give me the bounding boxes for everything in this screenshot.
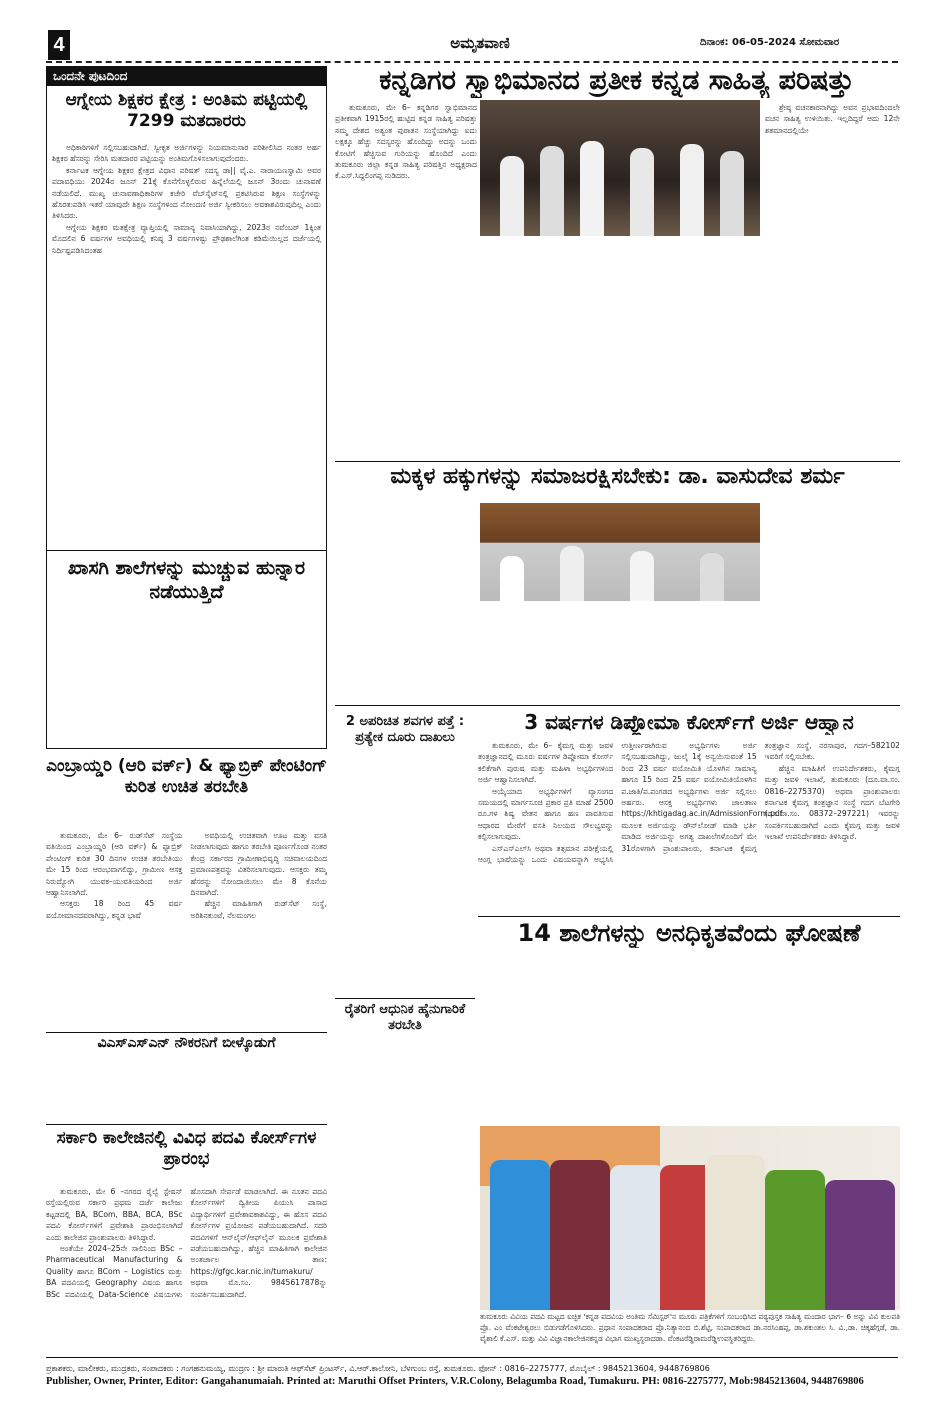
photo-textbook-release <box>480 1126 900 1310</box>
paragraph: ಹೆಚ್ಚಿನ ಮಾಹಿತಿಗಾಗಿ ರುಡ್‌ಸೆಟ್ ಸಂಸ್ಥೆ, ಅರಿಶಿನಕುಂಟೆ, ನೆಲಮಂಗಲ <box>190 899 327 920</box>
page-number: 4 <box>53 33 65 56</box>
article-teachers-constituency <box>47 140 326 550</box>
section-bar: ಒಂದನೇ ಪುಟದಿಂದ <box>47 67 326 86</box>
imprint-english: Publisher, Owner, Printer, Editor: Gangahanumaiah. Printed at: Maruthi Offset Printers, V.R.Colony, Belagumba Road, Tumakuru. PH: 0816-2275777, Mob:9845213604, 9448769806 <box>46 1376 864 1387</box>
headline-unauthorized-schools: 14 ಶಾಲೆಗಳನ್ನು ಅನಧಿಕೃತವೆಂದು ಘೋಷಣೆ <box>517 919 861 947</box>
paragraph: ಹೆಚ್ಚಿನ ಮಾಹಿತಿಗೆ ಉಪನಿರ್ದೇಶಕರು, ಕೈಮಗ್ಗ ಮತ್ತು ಜವಳಿ ಇಲಾಖೆ, ತುಮಕೂರು (ದೂ.ವಾ.ಸಂ. 0816–2275370) ಅಥವಾ ಪ್ರಾಂಶುಪಾಲರು ಕರ್ನಾಟಕ ಕೈಮಗ್ಗ ತಂತ್ರಜ್ಞಾನ ಸಂಸ್ಥೆ ಗದಗ ಬೆಟಗೇರಿ (ದೂ.ವಾ.ಸಂ. 08372–297221) ಇವರನ್ನು ಸಂಪರ್ಕಿಸಬಹುದಾಗಿದೆ ಎಂದು ಕೈಮಗ್ಗ ಮತ್ತು ಜವಳಿ ಇಲಾಖೆ ಉಪನಿರ್ದೇಶಕರು ತಿಳಿಸಿದ್ದಾರೆ. <box>764 763 900 842</box>
photo-sahitya-parishat-event <box>480 100 760 236</box>
headline-child-rights: ಮಕ್ಕಳ ಹಕ್ಕುಗಳನ್ನು ಸಮಾಜರಕ್ಷಿಸಬೇಕು: ಡಾ. ವಾಸುದೇವ ಶರ್ಮ <box>390 464 845 489</box>
paragraph: ಶ್ರೇಷ್ಠ ವಚನಕಾರನಾಗಿದ್ದು ಅವನ ಪ್ರಭಾವದಿಂದಲೇ ವಚನ ಸಾಹಿತ್ಯ ಉಳಿಯಿತು. ಇಲ್ಲದಿದ್ದರೆ ಆದು 12ನೇ ಶತಮಾನದಲ್ಲಿಯೇ <box>765 103 900 135</box>
paragraph: ಅವಧಿಯಲ್ಲಿ ಉಚಿತವಾಗಿ ಊಟ ಮತ್ತು ವಸತಿ ನೀಡಲಾಗುವುದು ಹಾಗೂ ತರಬೇತಿ ಪೂರ್ಣಗೊಂಡ ನಂತರ ಕೇಂದ್ರ ಸರ್ಕಾರದ ಗ್ರಾಮೀಣಾಭಿವೃದ್ಧಿ ಸಚಿವಾಲಯದಿಂದ ಪ್ರಮಾಣಪತ್ರವನ್ನು ವಿತರಿಸಲಾಗುವುದು. ಆಸಕ್ತರು ತಮ್ಮ ಹೆಸರನ್ನು ನೋಂದಾಯಿಸಲು ಮೇ 8 ಕೊನೆಯ ದಿನವಾಗಿದೆ. <box>190 831 327 898</box>
article-embroidery-training <box>46 830 327 1030</box>
paragraph: ಎಸ್‌ಎಸ್‌ಎಲ್‌ಸಿ ಅಥವಾ ತತ್ಸಮಾನ ಪರೀಕ್ಷೆಯಲ್ಲಿ ಆಂಗ್ಲ ಭಾಷೆಯನ್ನು ಒಂದು ವಿಷಯವನ್ನಾಗಿ ಅಭ್ಯಸಿಸಿ ಉತ್ತೀರ್ಣರಾಗಿರುವ ಅಭ್ಯರ್ಥಿಗಳು ಅರ್ಜಿ ಸಲ್ಲಿಸಬಹುದಾಗಿದ್ದು, ಜುಲೈ 1ಕ್ಕೆ ಅನ್ವಯಿಸುವಂತೆ 15 ರಿಂದ 23 ವರ್ಷ ವಯೋಮಿತಿ ಯೊಳಗಿನ ಸಾಮಾನ್ಯ ಹಾಗೂ 15 ರಿಂದ 25 ವರ್ಷ ವಯೋಮಿತಿಯೊಳಗಿನ ಪ.ಜಾತಿ/ಪ.ಪಂಗಡದ ಅಭ್ಯರ್ಥಿಗಳು ಅರ್ಜಿ ಸಲ್ಲಿಸಲು ಅರ್ಹರು. ಆಸಕ್ತ ಅಭ್ಯರ್ಥಿಗಳು ಜಾಲತಾಣ https://khtigadag.ac.in/AdmissionForm.pdf ಮೂಲಕ ಅರ್ಜಿಯನ್ನು ಡೌನ್‌ಲೋಡ್ ಮಾಡಿ ಭರ್ತಿ ಮಾಡಿದ ಅರ್ಜಿಯನ್ನು ಅಗತ್ಯ ದಾಖಲೆಗಳೊಂದಿಗೆ ಮೇ 31ರೊಳಗಾಗಿ ಪ್ರಾಂಶುಪಾಲರು, ಕರ್ನಾಟಕ ಕೈಮಗ್ಗ ತಂತ್ರಜ್ಞಾನ ಸಂಸ್ಥೆ, ನರಸಾಪುರ, ಗದಗ–582102 ಇವರಿಗೆ ಸಲ್ಲಿಸಬೇಕು. <box>478 741 900 865</box>
imprint-kannada: ಪ್ರಕಾಶಕರು, ಮಾಲೀಕರು, ಮುದ್ರಕರು, ಸಂಪಾದಕರು : ಗಂಗಹನುಮಯ್ಯ, ಮುದ್ರಣ : ಶ್ರೀ ಮಾರುತಿ ಆಫ್‌ಸೆಟ್ ಪ್ರಿಂಟರ್ಸ್, ವಿ.ಆರ್.ಕಾಲೋನಿ, ಬೆಳಗುಂಬ ರಸ್ತೆ, ತುಮಕೂರು. ಫೋನ್ : 0816–2275777, ಮೊಬೈಲ್ : 9845213604, 9448769806 <box>46 1364 710 1373</box>
headline-teachers-constituency: ಆಗ್ನೇಯ ಶಿಕ್ಷಕರ ಕ್ಷೇತ್ರ : ಅಂತಿಮ ಪಟ್ಟಿಯಲ್ಲಿ 7299 ಮತದಾರರು <box>65 90 308 132</box>
headline-govt-college-courses: ಸರ್ಕಾರಿ ಕಾಲೇಜಿನಲ್ಲಿ ವಿವಿಧ ಪದವಿ ಕೋರ್ಸ್‌ಗಳ ಪ್ರಾರಂಭ <box>56 1128 317 1170</box>
article-sahitya-parishat-continued <box>765 102 900 458</box>
paragraph: ಆಗ್ನೇಯ ಶಿಕ್ಷಕರ ಮತಕ್ಷೇತ್ರ ವ್ಯಾಪ್ತಿಯಲ್ಲಿ ಸಾಮಾನ್ಯ ನಿವಾಸಿಯಾಗಿದ್ದು, 2023ರ ನವೆಂಬರ್ 1ಕ್ಕಿಂತ ಮೊದಲಿನ 6 ವರ್ಷಗಳ ಅವಧಿಯಲ್ಲಿ ಕನಿಷ್ಠ 3 ವರ್ಷಗಳಷ್ಟು ಪ್ರೌಢಶಾಲೆಗಿಂತ ಕಡಿಮೆಯಿಲ್ಲದ ದರ್ಜೆಯಲ್ಲಿ ನಿರ್ದಿಷ್ಟಪಡಿಸಿದಂತಹ <box>52 222 321 255</box>
headline-vssn-farewell: ವಿಎಸ್‌ಎಸ್‌ಎನ್ ನೌಕರನಿಗೆ ಬೀಳ್ಕೊಡುಗೆ <box>97 1035 276 1051</box>
headline-diploma-course: 3 ವರ್ಷಗಳ ಡಿಪ್ಲೋಮಾ ಕೋರ್ಸ್‌ಗೆ ಅರ್ಜಿ ಆಹ್ವಾನ <box>524 710 854 734</box>
paragraph: ಅಧಿಕಾರಿಗಳಿಗೆ ಸಲ್ಲಿಸಬಹುದಾಗಿದೆ. ಸ್ವೀಕೃತ ಅರ್ಜಿಗಳನ್ನು ನಿಯಮಾನುಸಾರ ಪರಿಶೀಲಿಸಿದ ನಂತರ ಅರ್ಹ ಶಿಕ್ಷಕರ ಹೆಸರನ್ನು ಸೇರಿಸಿ ಮತದಾರರ ಪಟ್ಟಿಯನ್ನು ಅಂತಿಮಗೊಳಿಸಲಾಗುವುದೆಂದರು. <box>52 143 321 164</box>
headline-kannada-sahitya-parishat: ಕನ್ನಡಿಗರ ಸ್ವಾಭಿಮಾನದ ಪ್ರತೀಕ ಕನ್ನಡ ಸಾಹಿತ್ಯ ಪರಿಷತ್ತು <box>379 65 854 96</box>
article-kannada-sahitya-parishat <box>335 102 477 458</box>
headline-embroidery-training: ಎಂಬ್ರಾಯ್ಡರಿ (ಆರಿ ವರ್ಕ್) & ಫ್ಯಾಬ್ರಿಕ್ ಪೇಂಟಿಂಗ್ ಕುರಿತ ಉಚಿತ ತರಬೇತಿ <box>46 756 327 798</box>
imprint <box>46 1362 898 1388</box>
paragraph: ತುಮಕೂರು, ಮೇ 6 –ನಗರದ ರೈಲ್ವೆ ಸ್ಟೇಷನ್ ರಸ್ತೆಯಲ್ಲಿರುವ ಸರ್ಕಾರಿ ಪ್ರಥಮ ದರ್ಜೆ ಕಾಲೇಜು ಕಟ್ಟಡದಲ್ಲಿ BA, BCom, BBA, BCA, BSc ಪದವಿ ಕೋರ್ಸ್‌ಗಳಿಗೆ ಪ್ರವೇಶಾತಿ ಪ್ರಾರಂಭಿಸಲಾಗಿದೆ ಎಂದು ಕಾಲೇಜಿನ ಪ್ರಾಂಶುಪಾಲರು ತಿಳಿಸಿದ್ದಾರೆ. <box>46 1187 183 1242</box>
photo-caption: ತುಮಕೂರು ವಿವಿಯ ಪದವಿ ಮಟ್ಟದ ಐಚ್ಛಿಕ 'ಕನ್ನಡ ಪದವಿಯ ಅಂತಿಮ ಸೆಮಿಸ್ಟರ್'ನ ಮೂರು ಪತ್ರಿಕೆಗಳಿಗೆ ಸಂಬಂಧಿಸಿದ ಪಠ್ಯಪುಸ್ತಕ ಸಾಹಿತ್ಯ ಮಂದಾರ ಭಾಗ– 6 ಅನ್ನು ವಿವಿ ಕುಲಪತಿ ಪ್ರೊ. ಎಂ ವೆಂಕಟೇಶ್ವರಲು ಬಿಡುಗಡೆಗೊಳಿಸಿದರು. ಪ್ರಧಾನ ಸಂಪಾದಕರಾದ ಪ್ರೊ.ನಿತ್ಯಾನಂದ ಬಿ.ಶೆಟ್ಟಿ, ಸಂಪಾದಕರಾದ ಡಾ.ನರಸಿಂಹಪ್ಪ, ಡಾ.ಶಕುಂತಲ ಸಿ. ವಿ.,ಡಾ. ಚಿಕ್ಕಹೆಗ್ಗಡೆ, ಡಾ. ವೈಶಾಲಿ ಕೆ.ಎಸ್. ಮತ್ತು ವಿವಿ ವಿಜ್ಞಾನಕಾಲೇಜಿನಕನ್ನಡ ವಿಭಾಗ ಮುಖ್ಯಸ್ಥರಾದಡಾ. ವೆಂಕಟರೆಡ್ಡಿರಾಮರೆಡ್ಡಿಉಪಸ್ಥಿತರಿದ್ದರು. <box>480 1312 900 1343</box>
issue-date: ದಿನಾಂಕ: 06-05-2024 ಸೋಮವಾರ <box>700 37 840 48</box>
paragraph: ಕರ್ನಾಟಕ ಆಗ್ನೇಯ ಶಿಕ್ಷಕರ ಕ್ಷೇತ್ರದ ವಿಧಾನ ಪರಿಷತ್ ಸದಸ್ಯ ಡಾ|| ವೈ.ಎ. ನಾರಾಯಣಸ್ವಾಮಿ ಅವರ ಪದಾವಧಿಯು 2024ರ ಜೂನ್ 21ಕ್ಕೆ ಕೊನೆಗೊಳ್ಳಲಿರುವ ಹಿನ್ನೆಲೆಯಲ್ಲಿ ಜೂನ್ 3ರಂದು ಚುನಾವಣೆ ನಡೆಯಲಿದೆ. ಮುಖ್ಯ ಚುನಾವಣಾಧಿಕಾರಿಗಳ ಕಚೇರಿ ವೆಬ್‌ಸೈಟ್‌ನಲ್ಲಿ ಪ್ರಕಟಿಸಿರುವ ಶಿಕ್ಷಣ ಸಂಸ್ಥೆಗಳನ್ನು ಹೊರತುಪಡಿಸಿ ಇತರೆ ಯಾವುದೇ ಶಿಕ್ಷಣ ಸಂಸ್ಥೆಗಳಿಂದ ನೋಂದಣಿ ಅರ್ಜಿ ಸ್ವೀಕರಿಸಲು ಅವಕಾಶವಿರುವುದಿಲ್ಲ ಎಂದು ತಿಳಿಸಿದರು. <box>52 165 321 221</box>
paragraph: ಅಂತೆಯೇ 2024–25ನೇ ಸಾಲಿನಿಂದ BSc – Pharmaceutical Manufacturing & Quality ಹಾಗೂ BCom – Logistics ಮತ್ತು BA ಪದವಿಯಲ್ಲಿ Geography ವಿಷಯ ಹಾಗೂ BSc ಪದವಿಯಲ್ಲಿ Data-Science ವಿಷಯಗಳು ಹೊಸದಾಗಿ ಸೇರ್ಪಡೆ ಮಾಡಲಾಗಿದೆ. ಈ ನೂತನ ಪದವಿ ಕೋರ್ಸ್‌ಗಳಿಗೆ ದ್ವಿತೀಯ ಪಿಯುಸಿ ಪಾಸಾದ ವಿದ್ಯಾರ್ಥಿಗಳಿಗೆ ಪ್ರವೇಶಾವಕಾಶವಿದ್ದು, ಈ ಹೊಸ ಪದವಿ ಕೋರ್ಸ್‌ಗಳ ಪ್ರಯೋಜನ ಪಡೆಯಬಹುದಾಗಿದೆ. ಸದರಿ ಪದವಿಗಳಿಗೆ ಆನ್‌ಲೈನ್/ಆಫ್‌ಲೈನ್ ಮೂಲಕ ಪ್ರವೇಶಾತಿ ಪಡೆಯಬಹುದಾಗಿದ್ದು, ಹೆಚ್ಚಿನ ಮಾಹಿತಿಗಾಗಿ ಕಾಲೇಜಿನ ಅಂತರ್ಜಾಲ ತಾಣ: https://gfgc.kar.nic.in/tumakuru/ ಅಥವಾ ಮೊ.ಸಂ. 9845617878ನ್ನು ಸಂಪರ್ಕಿಸಬಹುದಾಗಿದೆ. <box>46 1187 327 1299</box>
headline-private-schools: ಖಾಸಗಿ ಶಾಲೆಗಳನ್ನು ಮುಚ್ಚುವ ಹುನ್ನಾರ ನಡೆಯುತ್ತಿದೆ <box>67 557 306 603</box>
headline-unidentified-bodies: 2 ಅಪರಿಚಿತ ಶವಗಳ ಪತ್ತೆ : ಪ್ರತ್ಯೇಕ ದೂರು ದಾಖಲು <box>345 714 465 746</box>
masthead: ಅಮೃತವಾಣಿ <box>450 34 510 52</box>
photo-child-rights-event <box>480 503 760 601</box>
article-diploma-course <box>478 740 900 915</box>
paragraph: ಆಯ್ಕೆಯಾದ ಅಭ್ಯರ್ಥಿಗಳಿಗೆ ವ್ಯಾಸಂಗದ ಸಮಯದಲ್ಲಿ ಮಾರ್ಗಸೂಚಿ ಪ್ರಕಾರ ಪ್ರತಿ ಮಾಹೆ 2500 ರೂ.ಗಳ ಶಿಷ್ಯ ವೇತನ ಹಾಗೂ ಹಣ ಪಾವತಿಸುವ ಆಧಾರದ ಮೇರೆಗೆ ವಸತಿ ನಿಲಯದ ಸೌಲಭ್ಯವನ್ನು ಕಲ್ಪಿಸಲಾಗುವುದು. <box>478 786 614 842</box>
paragraph: ತುಮಕೂರು, ಮೇ 6– ಕೈಮಗ್ಗ ಮತ್ತು ಜವಳಿ ತಂತ್ರಜ್ಞಾನದಲ್ಲಿ ಮೂರು ವರ್ಷಗಳ ಡಿಪ್ಲೋಮಾ ಕೋರ್ಸ್ ಕಲಿಕೆಗಾಗಿ ಪುರುಷ ಮತ್ತು ಮಹಿಳಾ ಅಭ್ಯರ್ಥಿಗಳಿಂದ ಅರ್ಜಿ ಆಹ್ವಾನಿಸಲಾಗಿದೆ. <box>478 741 614 785</box>
headline-dairy-training: ರೈತರಿಗೆ ಆಧುನಿಕ ಹೈನುಗಾರಿಕೆ ತರಬೇತಿ <box>344 1002 466 1034</box>
page-number-badge <box>48 30 70 60</box>
paragraph: ತುಮಕೂರು, ಮೇ 6– ಕನ್ನಡಿಗರ ಸ್ವಾಭಿಮಾನದ ಪ್ರತೀಕವಾಗಿ 1915ರಲ್ಲಿ ಹುಟ್ಟಿದ ಕನ್ನಡ ಸಾಹಿತ್ಯ ಪರಿಷತ್ತು ನಮ್ಮ ದೇಶದ ಅತ್ಯಂತ ಪುರಾತನ ಸಂಸ್ಥೆಯಾಗಿದ್ದು ಐದು ಲಕ್ಷಕ್ಕೂ ಹೆಚ್ಚು ಸದಸ್ಯರನ್ನು ಹೊಂದಿದ್ದು ಅದನ್ನು ಒಂದು ಕೋಟಿಗೆ ಹೆಚ್ಚಿಸುವ ಗುರಿಯನ್ನು ಹೊಂದಿದೆ ಎಂದು ತುಮಕೂರು ಜಿಲ್ಲಾ ಕನ್ನಡ ಸಾಹಿತ್ಯ ಪರಿಷತ್ತಿನ ಅಧ್ಯಕ್ಷರಾದ ಕೆ.ಎಸ್.ಸಿದ್ದಲಿಂಗಪ್ಪ ನುಡಿದರು. <box>335 103 477 181</box>
article-govt-college-courses <box>46 1186 327 1354</box>
paragraph: ಆಸಕ್ತರು 18 ರಿಂದ 45 ವರ್ಷ ವಯೋಮಾನದವರಾಗಿದ್ದು, ಕನ್ನಡ ಭಾಷೆ <box>46 899 183 920</box>
paragraph: ತುಮಕೂರು, ಮೇ 6– ರುಡ್‌ಸೆಟ್ ಸಂಸ್ಥೆಯ ವತಿಯಿಂದ ಎಂಬ್ರಾಯ್ಡರಿ (ಆರಿ ವರ್ಕ್) & ಫ್ಯಾಬ್ರಿಕ್ ಪೇಂಟಿಂಗ್ ಕುರಿತ 30 ದಿನಗಳ ಉಚಿತ ತರಬೇತಿಯು ಮೇ 15 ರಿಂದ ಆರಂಭವಾಗಲಿದ್ದು, ಗ್ರಾಮೀಣ ಆಸಕ್ತ ನಿರುದ್ಯೋಗಿ ಯುವಕ–ಯುವತಿಯರಿಂದ ಅರ್ಜಿ ಆಹ್ವಾನಿಸಲಾಗಿದೆ. <box>46 831 183 898</box>
continued-section <box>46 66 327 749</box>
header-divider <box>46 61 898 63</box>
